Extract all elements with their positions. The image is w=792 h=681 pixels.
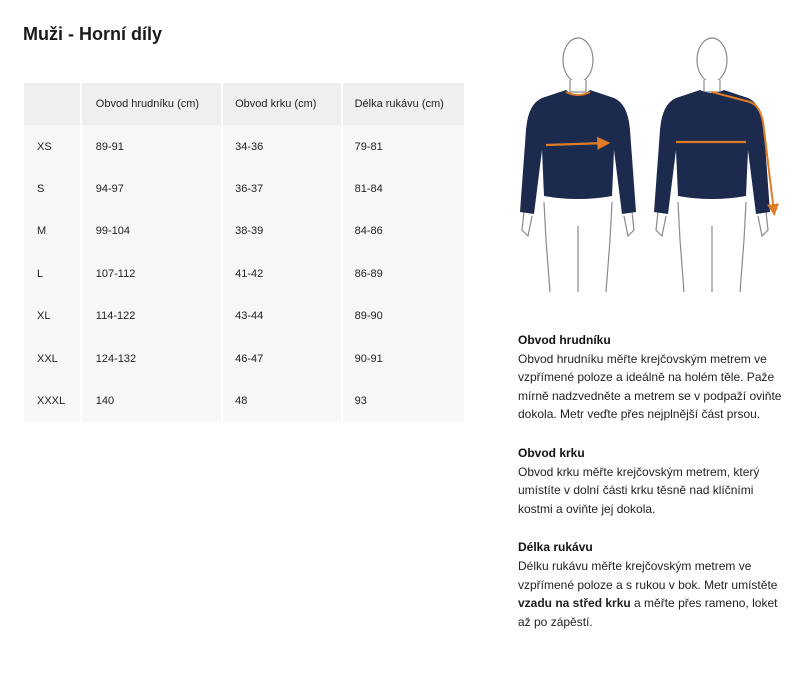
table-row	[24, 253, 464, 295]
neck-text: Obvod krku měřte krejčovským metrem, který umístíte v dolní části krku těsně nad klíčními kostmi a oviňte jej dokola.	[518, 464, 760, 516]
chest-cell: 124-132	[82, 337, 221, 379]
chest-cell: 140	[82, 380, 221, 422]
size-cell: M	[24, 210, 80, 252]
chest-cell: 94-97	[82, 168, 221, 210]
neck-cell: 36-37	[223, 168, 340, 210]
legs-outline	[544, 202, 612, 292]
table-row	[24, 380, 464, 422]
table-row	[24, 210, 464, 252]
page-title: Muži - Horní díly	[23, 24, 162, 44]
header-chest: Obvod hrudníku (cm)	[82, 83, 221, 125]
sleeve-cell: 89-90	[343, 295, 464, 337]
header-sleeve: Délka rukávu (cm)	[343, 83, 464, 125]
neck-cell: 48	[223, 380, 340, 422]
sleeve-heading: Délka rukávu	[518, 540, 593, 555]
table-row	[24, 295, 464, 337]
sleeve-text	[518, 557, 788, 631]
size-cell: XS	[24, 125, 80, 167]
back-figure	[654, 38, 774, 292]
size-table	[24, 83, 464, 422]
sleeve-cell: 93	[343, 380, 464, 422]
neck-cell: 38-39	[223, 210, 340, 252]
size-cell: XL	[24, 295, 80, 337]
size-cell: XXXL	[24, 380, 80, 422]
chest-text: Obvod hrudníku měřte krejčovským metrem ve vzpřímené poloze a ideálně na holém těle. Paže mírně nadzvedněte a metrem se v podpaží oviňte dokola. Metr veďte přes nejplnější část prsou.	[518, 351, 782, 422]
head-outline	[697, 38, 727, 82]
chest-cell: 107-112	[82, 253, 221, 295]
neck-cell: 41-42	[223, 253, 340, 295]
sleeve-cell: 84-86	[343, 210, 464, 252]
neck-cell: 46-47	[223, 337, 340, 379]
header-neck: Obvod krku (cm)	[223, 83, 340, 125]
back-shirt	[654, 90, 770, 214]
front-shirt	[520, 90, 636, 214]
table-row	[24, 125, 464, 167]
neck-outline	[570, 80, 586, 92]
size-cell: S	[24, 168, 80, 210]
measurement-instructions	[518, 331, 788, 651]
front-figure	[520, 38, 636, 292]
sleeve-cell: 86-89	[343, 253, 464, 295]
table-row	[24, 337, 464, 379]
sleeve-text-after: a měřte přes rameno, loket až po zápěstí.	[518, 596, 778, 629]
sleeve-text-before: Délku rukávu měřte krejčovským metrem ve vzpřímené poloze a s rukou v bok. Metr umístěte	[518, 558, 778, 592]
sleeve-text-bold: vzadu na střed krku	[518, 596, 631, 611]
chest-cell: 89-91	[82, 125, 221, 167]
measurement-illustration	[516, 30, 788, 298]
chest-cell: 114-122	[82, 295, 221, 337]
chest-heading: Obvod hrudníku	[518, 333, 611, 347]
size-cell: XXL	[24, 337, 80, 379]
sleeve-cell: 81-84	[343, 168, 464, 210]
sleeve-cell: 79-81	[343, 125, 464, 167]
size-cell: L	[24, 253, 80, 295]
head-outline	[563, 38, 593, 82]
header-size	[24, 83, 80, 125]
chest-cell: 99-104	[82, 210, 221, 252]
neck-outline	[704, 80, 720, 92]
neck-cell: 43-44	[223, 295, 340, 337]
sleeve-cell: 90-91	[343, 337, 464, 379]
legs-outline	[678, 202, 746, 292]
neck-heading: Obvod krku	[518, 445, 585, 460]
table-header-row	[24, 83, 464, 125]
neck-cell: 34-36	[223, 125, 340, 167]
table-row	[24, 168, 464, 210]
